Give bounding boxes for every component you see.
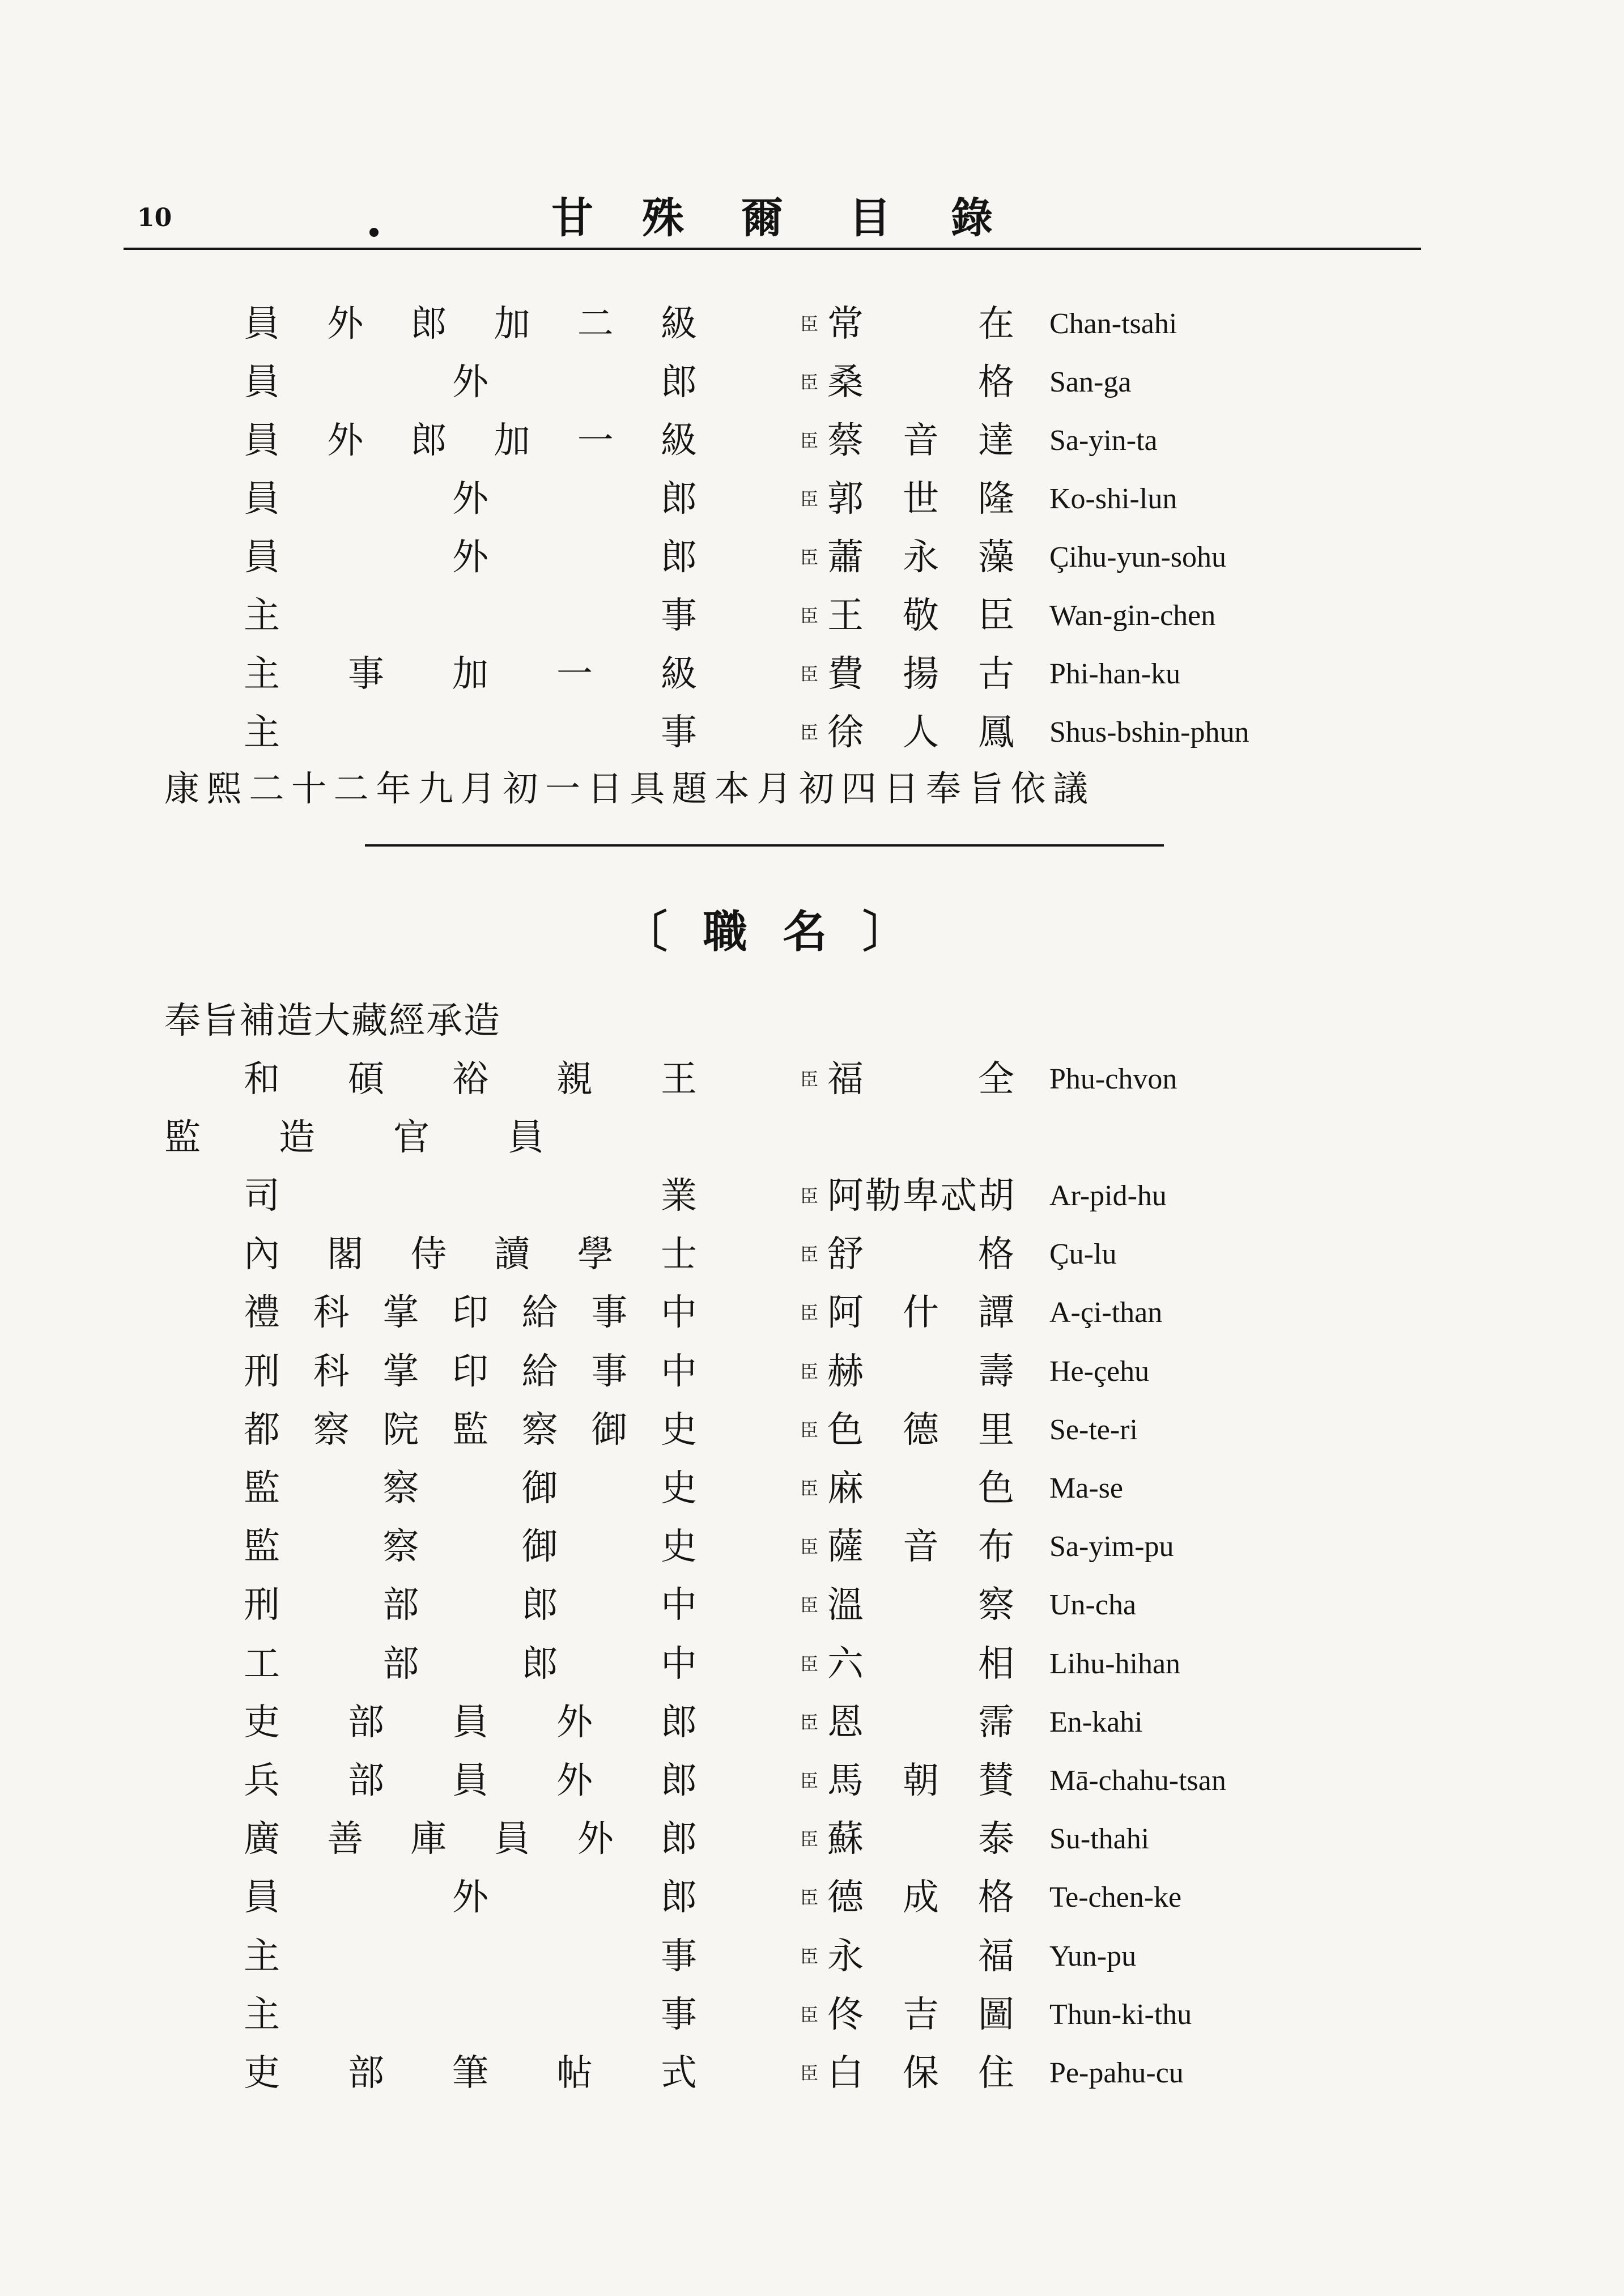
official-name: 佟吉圖	[827, 1994, 1014, 2036]
romanized-name: Sa-yin-ta	[1049, 424, 1158, 457]
official-row	[0, 354, 1624, 411]
header-title-char: 爾	[741, 194, 783, 243]
official-name: 赫 壽	[827, 1351, 1014, 1393]
official-row	[0, 1811, 1624, 1868]
subject-mark: 臣	[800, 1361, 819, 1383]
romanized-name: Yun-pu	[1049, 1940, 1137, 1972]
subject-mark: 臣	[800, 2004, 819, 2026]
official-title: 主事	[244, 712, 697, 754]
official-title: 廣善庫員外郎	[244, 1818, 697, 1860]
official-row	[0, 588, 1624, 644]
official-title: 監察御史	[244, 1468, 697, 1510]
romanized-name: Te-chen-ke	[1049, 1881, 1182, 1914]
official-name: 費揚古	[827, 653, 1014, 695]
subject-mark: 臣	[800, 1419, 819, 1441]
official-title: 兵部員外郎	[244, 1760, 697, 1802]
official-title: 主事	[244, 1994, 697, 2036]
official-row	[0, 1577, 1624, 1634]
subject-mark: 臣	[800, 605, 819, 627]
romanized-name: A-çi-than	[1049, 1296, 1163, 1329]
romanized-name: He-çehu	[1049, 1355, 1150, 1388]
official-row	[0, 1869, 1624, 1926]
official-title: 員外郎	[244, 537, 697, 579]
subject-mark: 臣	[800, 1185, 819, 1207]
official-name: 常 在	[827, 303, 1014, 345]
official-title: 員外郎	[244, 1877, 697, 1919]
header-title-char: 目	[849, 194, 891, 243]
romanized-name: Mā-chahu-tsan	[1049, 1764, 1226, 1797]
romanized-name: En-kahi	[1049, 1706, 1143, 1738]
official-row	[0, 1226, 1624, 1283]
official-title: 員外郎加二級	[244, 303, 697, 345]
official-row	[0, 2045, 1624, 2102]
subject-mark: 臣	[800, 313, 819, 335]
official-name: 王敬臣	[827, 595, 1014, 637]
official-row	[0, 1051, 1624, 1108]
subject-mark: 臣	[800, 1653, 819, 1675]
section-title: 〔職名〕	[623, 906, 907, 958]
official-title: 吏部筆帖式	[244, 2052, 697, 2094]
subject-mark: 臣	[800, 664, 819, 685]
subject-mark: 臣	[800, 1946, 819, 1967]
header-rule	[124, 248, 1421, 250]
official-name: 桑 格	[827, 362, 1014, 403]
subject-mark: 臣	[800, 430, 819, 452]
official-title: 和碩裕親王	[244, 1058, 697, 1100]
romanized-name: Chan-tsahi	[1049, 308, 1177, 340]
official-row	[0, 1636, 1624, 1693]
official-row	[0, 1168, 1624, 1224]
official-name: 蔡音達	[827, 420, 1014, 462]
official-row	[0, 704, 1624, 761]
official-name: 蘇 泰	[827, 1818, 1014, 1860]
group-label: 奉旨補造大藏經承造	[164, 1000, 501, 1042]
official-name: 阿勒卑忒胡	[827, 1175, 1014, 1217]
official-name: 阿什譚	[827, 1292, 1014, 1334]
official-row	[0, 529, 1624, 586]
official-name: 蕭永藻	[827, 537, 1014, 579]
header-title-char: 錄	[951, 194, 993, 243]
official-name: 馬朝賛	[827, 1760, 1014, 1802]
romanized-name: Lihu-hihan	[1049, 1648, 1181, 1680]
romanized-name: Sa-yim-pu	[1049, 1530, 1174, 1563]
official-title: 員外郎	[244, 362, 697, 403]
official-title: 工部郎中	[244, 1643, 697, 1685]
official-title: 監察御史	[244, 1526, 697, 1568]
official-name: 六 相	[827, 1643, 1014, 1685]
official-name: 恩 霈	[827, 1702, 1014, 1744]
official-row	[0, 1928, 1624, 1985]
official-title: 內閣侍讀學士	[244, 1234, 697, 1275]
official-row	[0, 1519, 1624, 1575]
romanized-name: Ar-pid-hu	[1049, 1180, 1167, 1212]
official-name: 徐人鳳	[827, 712, 1014, 754]
memorial-date-line: 康熙二十二年九月初一日具題本月初四日奉旨依議	[164, 768, 1088, 809]
subject-mark: 臣	[800, 722, 819, 743]
official-row	[0, 1694, 1624, 1751]
romanized-name: Un-cha	[1049, 1589, 1137, 1621]
official-name: 麻 色	[827, 1468, 1014, 1510]
official-row	[0, 1753, 1624, 1809]
subject-mark: 臣	[800, 488, 819, 510]
official-title: 刑科掌印給事中	[244, 1351, 697, 1393]
romanized-name: Ko-shi-lun	[1049, 483, 1177, 515]
official-row	[0, 646, 1624, 703]
official-title: 都察院監察御史	[244, 1409, 697, 1451]
subject-mark: 臣	[800, 2063, 819, 2084]
romanized-name: Çu-lu	[1049, 1238, 1117, 1270]
official-title: 司業	[244, 1175, 697, 1217]
official-name: 永 福	[827, 1936, 1014, 1978]
subject-mark: 臣	[800, 1302, 819, 1324]
subject-mark: 臣	[800, 1712, 819, 1733]
official-row	[0, 296, 1624, 352]
official-name: 德成格	[827, 1877, 1014, 1919]
official-title: 員外郎	[244, 478, 697, 520]
romanized-name: San-ga	[1049, 366, 1132, 398]
romanized-name: Su-thahi	[1049, 1823, 1150, 1855]
official-row	[0, 1987, 1624, 2043]
official-title: 刑部郎中	[244, 1584, 697, 1626]
romanized-name: Se-te-ri	[1049, 1414, 1138, 1446]
official-name: 舒 格	[827, 1234, 1014, 1275]
official-row	[0, 471, 1624, 528]
subject-mark: 臣	[800, 1829, 819, 1850]
official-title: 主事	[244, 595, 697, 637]
header-title-char: 甘	[551, 194, 593, 243]
subject-mark: 臣	[800, 372, 819, 393]
group-label: 監造官員	[164, 1117, 544, 1159]
official-row	[0, 1460, 1624, 1517]
subject-mark: 臣	[800, 1770, 819, 1792]
subject-mark: 臣	[800, 1069, 819, 1090]
official-title: 吏部員外郎	[244, 1702, 697, 1744]
subject-mark: 臣	[800, 1478, 819, 1499]
official-name: 溫 察	[827, 1584, 1014, 1626]
official-title: 主事	[244, 1936, 697, 1978]
official-name: 薩音布	[827, 1526, 1014, 1568]
romanized-name: Thun-ki-thu	[1049, 1999, 1192, 2031]
romanized-name: Çihu-yun-sohu	[1049, 541, 1226, 573]
official-row	[0, 1285, 1624, 1341]
official-row	[0, 1343, 1624, 1400]
official-name: 郭世隆	[827, 478, 1014, 520]
section-rule	[365, 844, 1164, 847]
romanized-name: Shus-bshin-phun	[1049, 716, 1249, 749]
subject-mark: 臣	[800, 1595, 819, 1616]
subject-mark: 臣	[800, 1536, 819, 1558]
page-number: 10	[137, 203, 172, 232]
official-name: 福 全	[827, 1058, 1014, 1100]
romanized-name: Phi-han-ku	[1049, 658, 1181, 690]
subject-mark: 臣	[800, 1244, 819, 1265]
romanized-name: Pe-pahu-cu	[1049, 2057, 1184, 2089]
official-title: 員外郎加一級	[244, 420, 697, 462]
official-title: 禮科掌印給事中	[244, 1292, 697, 1334]
official-row	[0, 1402, 1624, 1459]
header-dot	[369, 228, 379, 237]
romanized-name: Ma-se	[1049, 1472, 1123, 1504]
official-name: 白保住	[827, 2052, 1014, 2094]
header-title-char: 殊	[642, 194, 684, 243]
official-row	[0, 413, 1624, 469]
romanized-name: Phu-chvon	[1049, 1063, 1177, 1095]
subject-mark: 臣	[800, 1887, 819, 1908]
official-name: 色德里	[827, 1409, 1014, 1451]
subject-mark: 臣	[800, 547, 819, 568]
romanized-name: Wan-gin-chen	[1049, 599, 1216, 632]
official-title: 主事加一級	[244, 653, 697, 695]
